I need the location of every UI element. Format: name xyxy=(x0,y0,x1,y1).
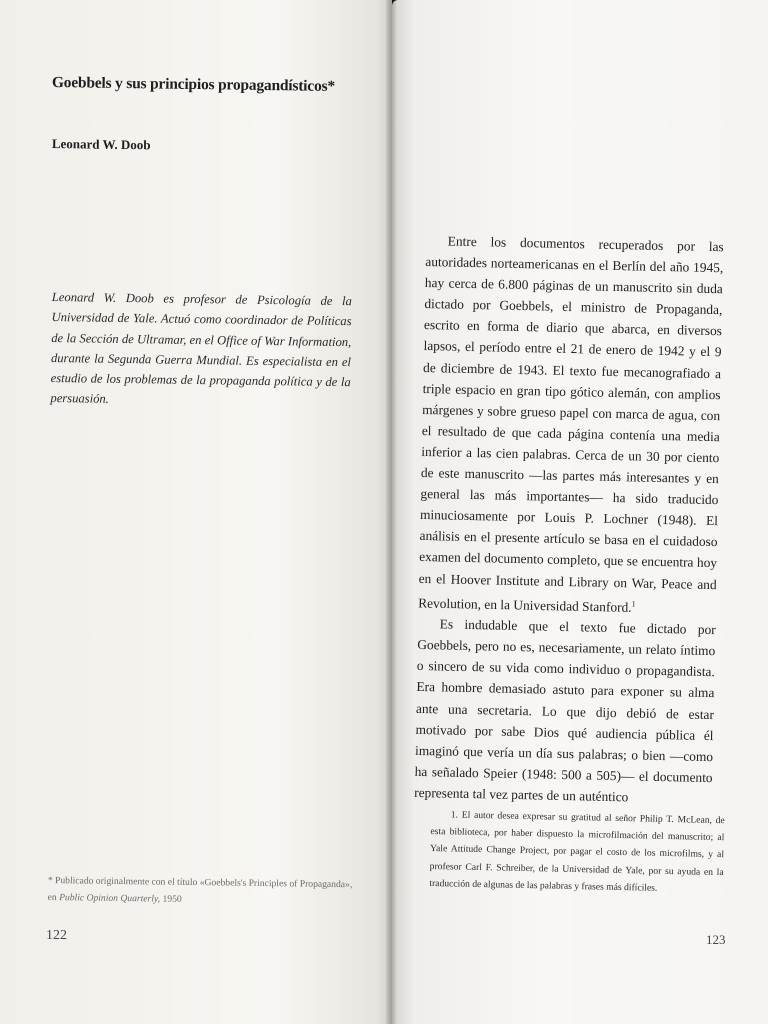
footnote-text: 1. El autor desea expresar su gratitud al señor Philip T. McLean, de esta biblioteca, por haber dispuesto la microfilmación del manuscrito; al Yale Attitude Change Project, por pagar el costo de los microfilms, y al profesor Carl F. Schreiber, de la Universidad de Yale, por su ayuda en la traducción de algunas de las palabras y frases más difíciles. xyxy=(429,809,725,894)
article-body xyxy=(414,230,724,809)
publication-year: 1950 xyxy=(162,893,182,905)
paragraph-1-text: Entre los documentos recuperados por las autoridades norteamericanas en el Berlín del año 1945, hay cerca de 6.800 páginas de un manuscrito sin duda dictado por Goebbels, el ministro de Propaganda, escrito en forma de diario que abarca, en diversos lapsos, el período entre el 21 de enero de 1942 y el 9 de diciembre de 1943. El texto fue mecanografiado a triple espacio en gran tipo gótico alemán, con amplios márgenes y sobre grueso papel con marca de agua, con el resultado de que cada página contenía una media inferior a las cien palabras. Cerca de un 30 por ciento de este manuscrito —las partes más interesantes y en general las más importantes— ha sido traducido minuciosamente por Louis P. Lochner (1948). El análisis en el presente artículo se basa en el cuidadoso examen del documento completo, que se encuentra hoy en el Hoover Institute and Library on War, Peace and Revolution, en la Universidad Stanford. xyxy=(418,233,724,615)
page-number-left: 122 xyxy=(46,928,67,943)
footnote-marker: 1 xyxy=(631,598,636,609)
footnote xyxy=(429,806,725,898)
article-author: Leonard W. Doob xyxy=(51,136,151,153)
page-number-right: 123 xyxy=(706,932,726,947)
body-paragraph: Es indudable que el texto fue dictado por Goebbels, pero no es, necesariamente, un relato íntimo o sincero de su vida como individuo o propagandista. Era hombre demasiado astuto para exponer su alma ante una secretaria. Lo que dijo debió de estar motivado por sabe Dios qué audiencia pública él imaginó que vería un día sus palabras; o bien —como ha señalado Speier (1948: 500 a 505)— el documento representa tal vez partes de un auténtico xyxy=(414,616,716,805)
author-bio: Leonard W. Doob es profesor de Psicología de la Universidad de Yale. Actuó como coordinador de Políticas de la Sección de Ultramar, en el Office of War Information, durante la Segunda Guerra Mundial. Es especialista en el estudio de los problemas de la propaganda política y de la persuasión. xyxy=(50,289,352,407)
publication-note xyxy=(48,872,363,910)
book-gutter xyxy=(386,0,396,1024)
publication-note-text: * Publicado originalmente con el título «Goebbels's Principles of Propaganda», en xyxy=(47,874,353,904)
article-title: Goebbels y sus principios propagandísticos* xyxy=(51,74,336,95)
publication-journal: Public Opinion Quarterly, xyxy=(59,892,161,905)
body-paragraph xyxy=(418,230,724,619)
